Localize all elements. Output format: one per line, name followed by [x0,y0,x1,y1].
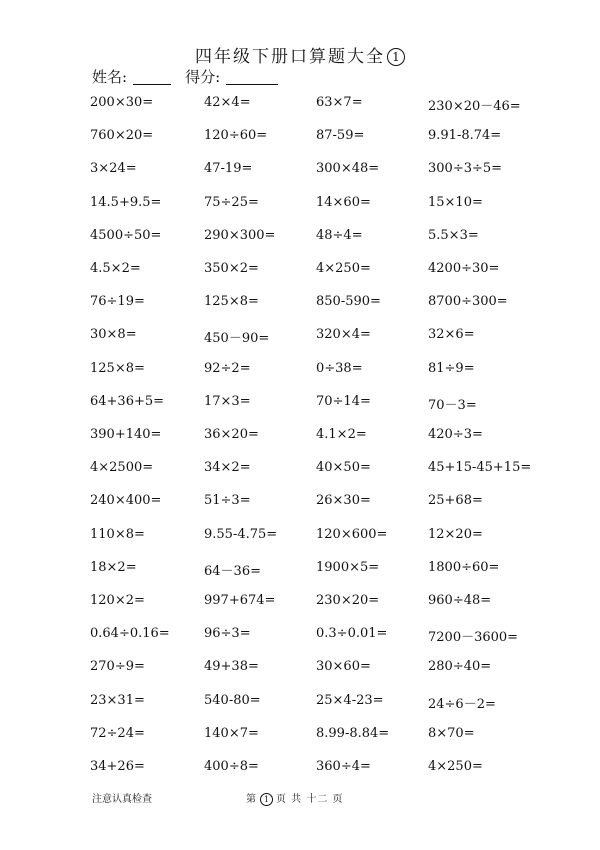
problem-item: 850-590= [316,294,381,310]
problem-item: 230×20－46= [428,99,521,114]
problem-item: 140×7= [204,725,259,741]
problem-item: 36×20= [204,427,259,442]
problem-row [0,460,600,480]
problem-item: 70÷14= [316,393,371,409]
problem-row [0,726,600,746]
problem-row [0,361,600,381]
problem-item: 4×250= [316,261,371,276]
problem-item: 125×8= [204,294,259,310]
problem-item: 230×20= [316,593,380,608]
problem-row [0,261,600,281]
problem-item: 70－3= [428,397,477,413]
score-blank[interactable] [226,70,278,85]
problem-row [0,128,600,148]
problem-item: 64+36+5= [90,393,165,409]
problem-item: 64－36= [204,563,261,579]
problem-item: 0.64÷0.16= [90,626,170,642]
problem-row [0,228,600,248]
problem-item: 320×4= [316,327,371,343]
problem-item: 18×2= [90,559,137,575]
problem-item: 26×30= [316,493,371,509]
problem-row [0,759,600,779]
problem-item: 8700÷300= [428,294,508,310]
problem-item: 17×3= [204,393,251,409]
problem-item: 49+38= [204,659,259,675]
problem-item: 300×48= [316,161,380,177]
problem-item: 87-59= [316,128,365,144]
problem-item: 4500÷50= [90,227,162,243]
problem-row [0,327,600,347]
problem-item: 96÷3= [204,626,251,642]
problem-item: 32×6= [428,327,475,343]
problem-item: 4200÷30= [428,261,500,276]
problem-item: 450－90= [204,331,270,347]
problem-item: 76÷19= [90,294,145,310]
problem-item: 25+68= [428,493,483,509]
problem-row [0,95,600,115]
problem-item: 420÷3= [428,427,483,442]
problem-row [0,493,600,513]
problem-item: 120×600= [316,526,388,542]
problem-item: 0÷38= [316,360,363,376]
problem-item: 760×20= [90,128,154,144]
problem-item: 30×60= [316,659,371,675]
problem-item: 4×250= [428,759,483,774]
problem-row [0,427,600,447]
problem-item: 15×10= [428,194,483,210]
problem-item: 3×24= [90,161,137,177]
problem-row [0,693,600,713]
problem-row [0,527,600,547]
problem-row [0,626,600,646]
problem-item: 4.1×2= [316,427,367,442]
problem-item: 30×8= [90,327,137,343]
problem-item: 300÷3÷5= [428,161,503,177]
problem-item: 120×2= [90,593,145,608]
problem-item: 270÷9= [90,659,145,675]
problem-item: 240×400= [90,493,162,509]
problem-item: 42×4= [204,95,251,110]
name-blank[interactable] [133,70,171,85]
page-title [0,42,600,67]
problem-item: 200×30= [90,95,154,110]
problem-item: 390+140= [90,427,162,442]
problem-item: 280÷40= [428,659,492,675]
problem-item: 350×2= [204,261,259,276]
score-label: 得分: [185,68,221,86]
problem-item: 47-19= [204,161,253,177]
problem-item: 400÷8= [204,759,259,774]
problem-item: 120÷60= [204,128,268,144]
problem-row [0,659,600,679]
problem-item: 0.3÷0.01= [316,626,388,642]
problem-item: 45+15-45+15= [428,460,532,476]
problem-item: 23×31= [90,692,145,708]
problem-item: 34+26= [90,759,145,774]
problem-item: 12×20= [428,526,483,542]
problem-row [0,294,600,314]
problem-row [0,560,600,580]
page-suffix: 页 共 十二 页 [276,794,344,805]
problem-row [0,161,600,181]
student-info [92,66,278,87]
problem-item: 81÷9= [428,360,475,376]
problem-item: 72÷24= [90,725,145,741]
problem-item: 7200－3600= [428,630,519,646]
problem-row [0,593,600,613]
problem-item: 5.5×3= [428,227,479,243]
problem-item: 34×2= [204,460,251,476]
problem-item: 25×4-23= [316,692,384,708]
problem-item: 48÷4= [316,227,363,243]
problem-item: 1900×5= [316,559,380,575]
problem-item: 1800÷60= [428,559,500,575]
title-circled-number: 1 [387,48,405,66]
problem-item: 290×300= [204,227,276,243]
problem-item: 51÷3= [204,493,251,509]
problem-row [0,195,600,215]
problem-item: 24÷6－2= [428,696,496,712]
problem-item: 9.55-4.75= [204,526,278,542]
problem-item: 997+674= [204,593,276,608]
problem-item: 9.91-8.74= [428,128,502,144]
page-prefix: 第 [246,794,257,805]
problem-item: 8.99-8.84= [316,725,390,741]
problem-item: 110×8= [90,526,145,542]
problem-item: 4×2500= [90,460,154,476]
problem-item: 14×60= [316,194,371,210]
footer-note: 注意认真检查 [92,794,152,805]
problem-row [0,394,600,414]
problem-item: 8×70= [428,725,475,741]
problem-item: 360÷4= [316,759,371,774]
problem-item: 4.5×2= [90,261,141,276]
problem-item: 40×50= [316,460,371,476]
page-number-circled: 1 [260,793,273,806]
footer-page-info [246,790,344,806]
name-label: 姓名: [92,68,128,86]
problem-item: 125×8= [90,360,145,376]
title-text: 四年级下册口算题大全 [195,47,385,67]
problem-item: 92÷2= [204,360,251,376]
problem-item: 75÷25= [204,194,259,210]
problem-item: 63×7= [316,95,363,110]
problem-item: 960÷48= [428,593,492,608]
problem-item: 14.5+9.5= [90,194,162,210]
problem-item: 540-80= [204,692,261,708]
